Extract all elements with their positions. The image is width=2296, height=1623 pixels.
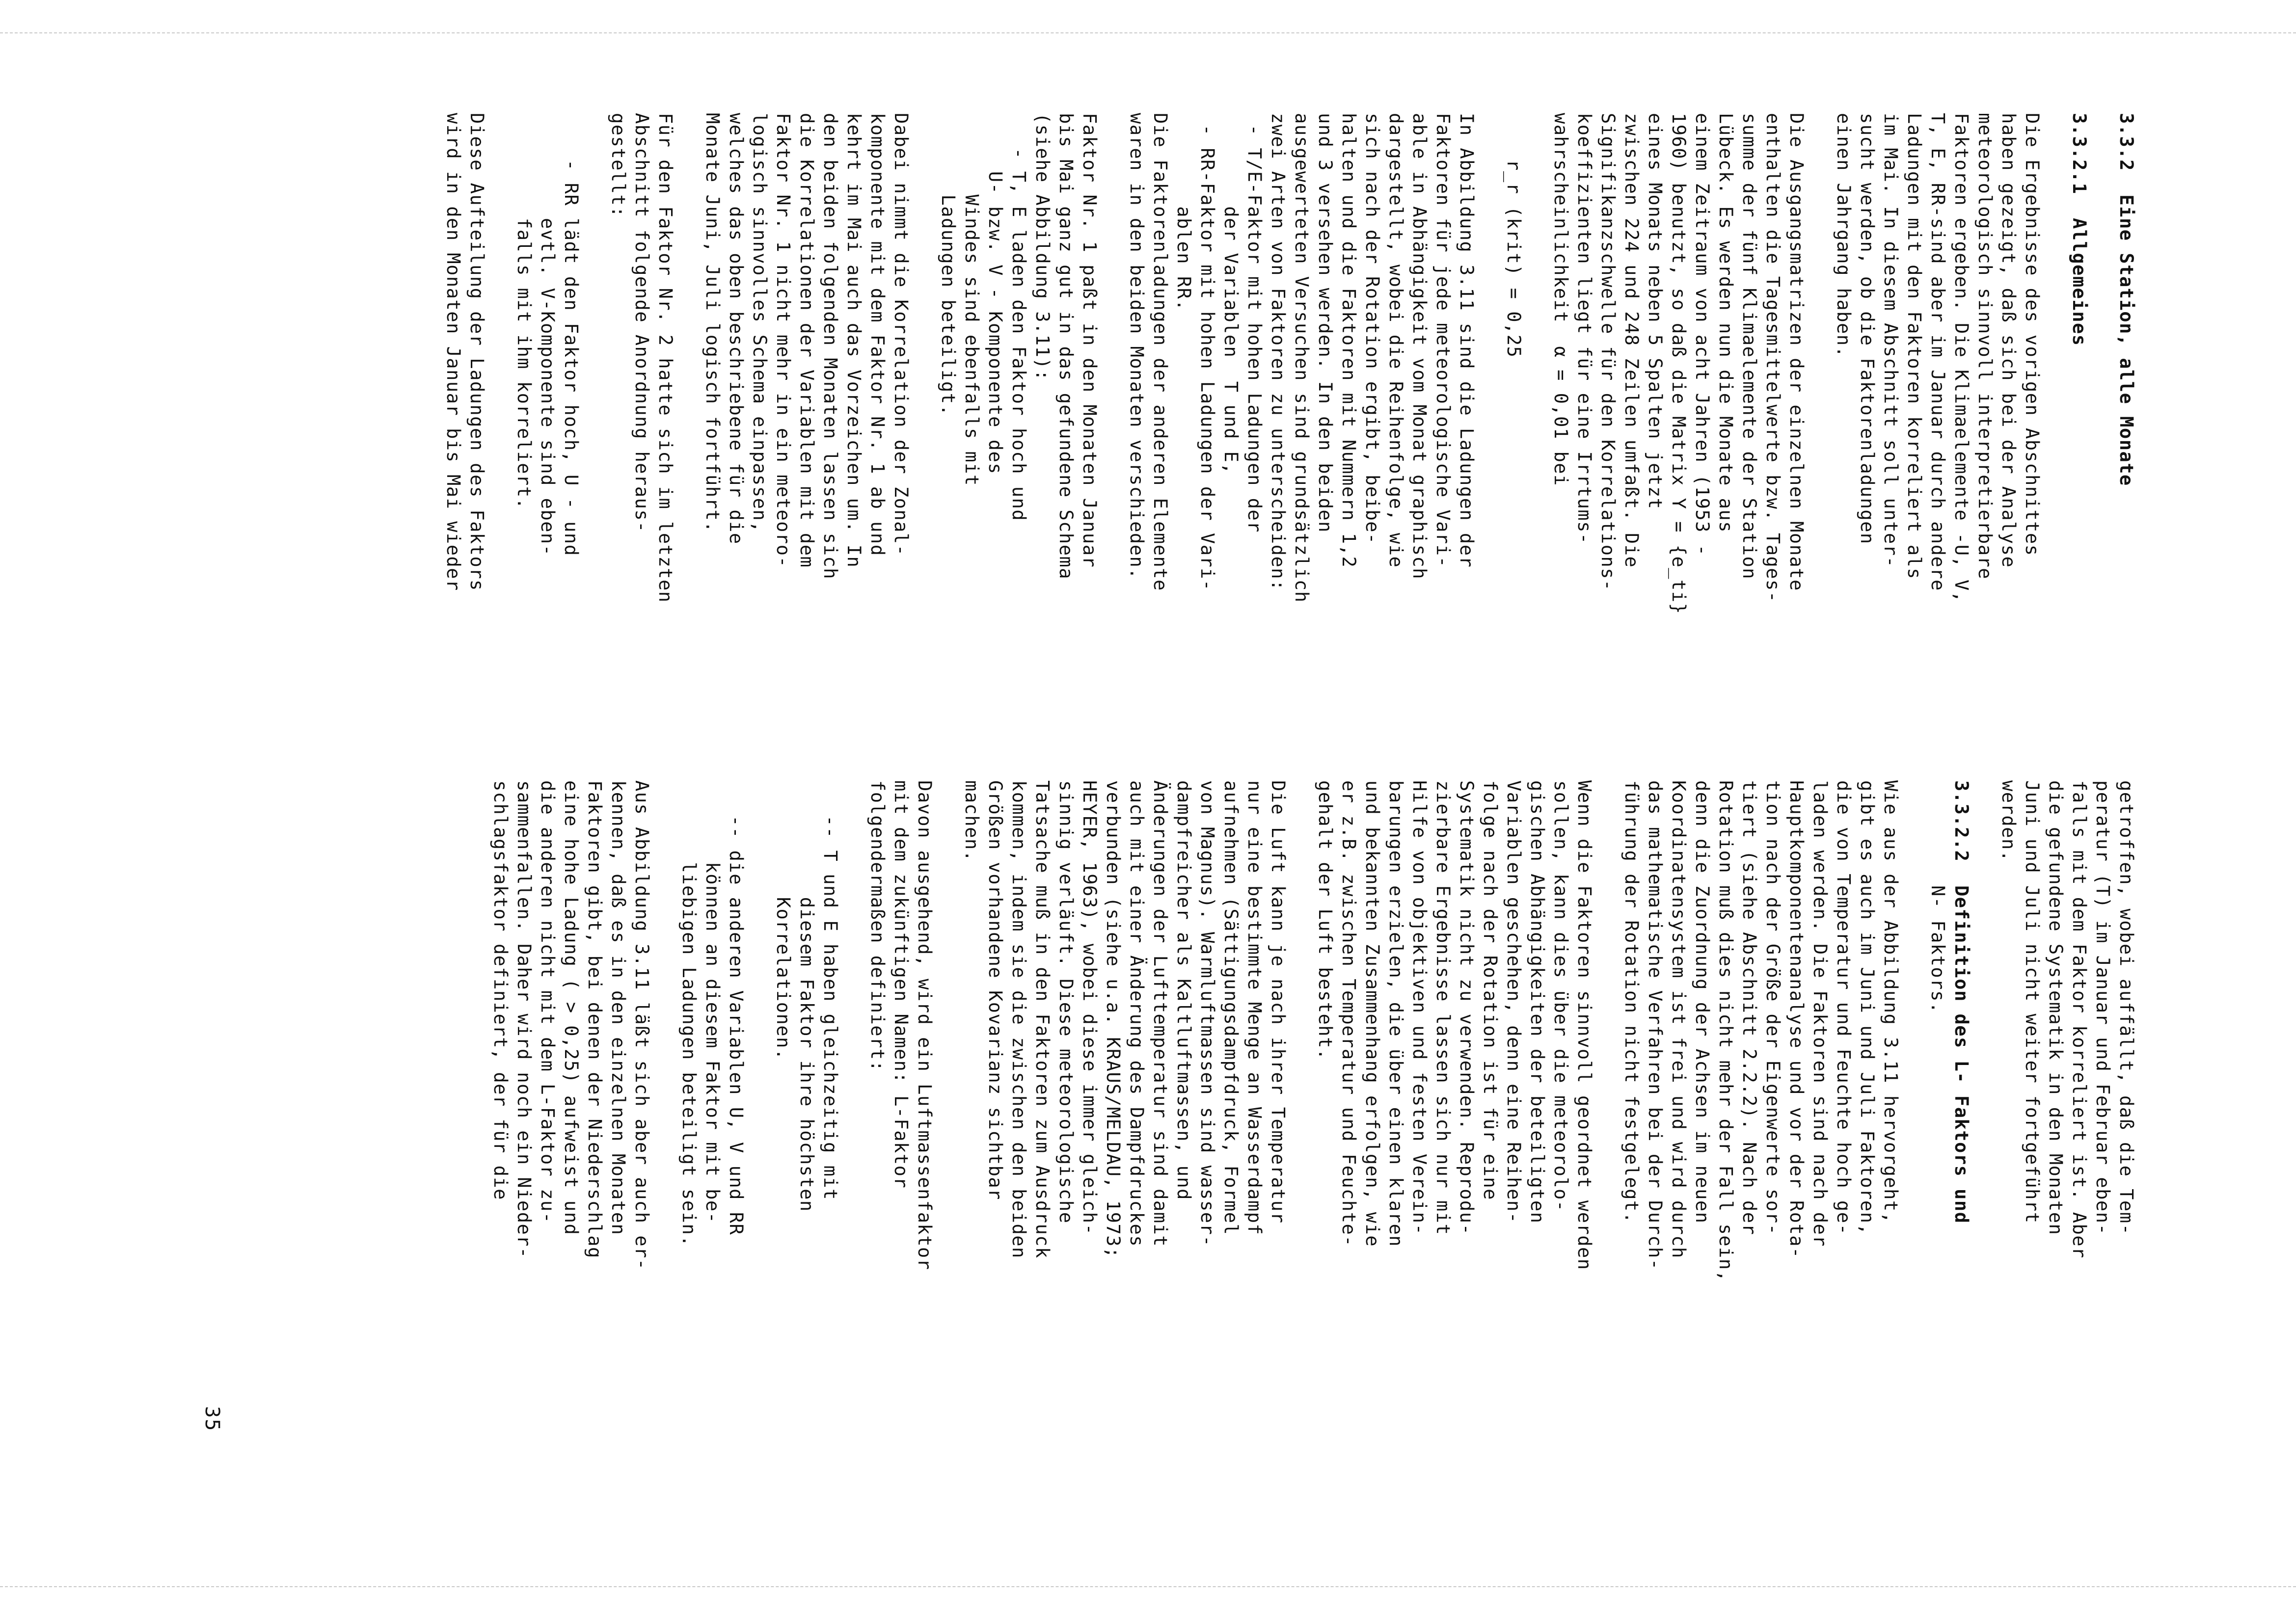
text-line: und bekannten Zusammenhang erfolgen, wie <box>1362 780 1383 1248</box>
text-line <box>583 113 606 614</box>
text-line: zwei Arten von Faktoren zu unterscheiden: <box>1268 113 1289 591</box>
text-line: N- Faktors. <box>1927 780 1948 1014</box>
text-line: - RR-Faktor mit hohen Ladungen der Vari- <box>1197 113 1218 591</box>
text-line: dampfreicher als Kaltluftmassen, und <box>1173 780 1194 1200</box>
text-line: liebigen Ladungen beteiligt sein. <box>678 780 700 1248</box>
text-line <box>677 113 701 614</box>
text-line: Windes sind ebenfalls mit <box>961 113 982 486</box>
text-line: wird in den Monaten Januar bis Mai wieder <box>443 113 464 591</box>
text-line: folgendermaßen definiert: <box>867 780 888 1072</box>
text-line: im Mai. In diesem Abschnitt soll unter- <box>1880 113 1901 568</box>
text-line <box>1596 780 1620 1282</box>
text-line: tiert (siehe Abschnitt 2.2.2). Nach der <box>1739 780 1760 1236</box>
text-line: peratur (T) im Januar und Februar eben- <box>2092 780 2113 1236</box>
text-line: schlagsfaktor definiert, der für die <box>490 780 511 1200</box>
text-line: komponente mit dem Faktor Nr. 1 ab und <box>867 113 888 557</box>
text-line: Größen vorhandene Kovarianz sichtbar <box>985 780 1006 1200</box>
text-line: und 3 versehen werden. In den beiden <box>1315 113 1336 533</box>
text-line: 3.3.2.2 Definition des L- Faktors und <box>1951 780 1972 1224</box>
text-line: machen. <box>961 780 982 862</box>
text-line: denn die Zuordnung der Achsen im neuen <box>1692 780 1713 1224</box>
text-line: Für den Faktor Nr. 2 hatte sich im letzten <box>655 113 676 603</box>
text-line: das mathematische Verfahren bei der Durch- <box>1645 780 1666 1271</box>
text-line: waren in den beiden Monaten verschieden. <box>1126 113 1147 580</box>
text-line: evtl. V-Komponente sind eben- <box>537 113 558 557</box>
text-line: able in Abhängigkeit vom Monat graphisch <box>1409 113 1430 580</box>
text-line: 3.3.2 Eine Station, alle Monate <box>2116 113 2137 486</box>
text-line: gehalt der Luft besteht. <box>1315 780 1336 1061</box>
text-line: die gefundene Systematik in den Monaten <box>2045 780 2066 1236</box>
text-line <box>913 113 936 614</box>
text-line: barungen erzielen, die über einen klaren <box>1385 780 1406 1248</box>
text-line: Faktoren für jede meteorologische Vari- <box>1432 113 1454 568</box>
text-line: Die Ergebnisse des vorigen Abschnittes <box>2022 113 2043 557</box>
text-line: kehrt im Mai auch das Vorzeichen um. In <box>843 113 864 568</box>
text-line <box>1101 113 1125 614</box>
text-line: von Magnus). Warmluftmassen sind wasser- <box>1197 780 1218 1248</box>
text-line: wahrscheinlichkeit α = 0,01 bei <box>1550 113 1571 486</box>
text-line: werden. <box>1998 780 2019 862</box>
text-line: tion nach der Größe der Eigenwerte sor- <box>1762 780 1783 1236</box>
text-line: zwischen 224 und 248 Zeilen umfaßt. Die <box>1621 113 1642 568</box>
scan-edge-top <box>0 32 2296 33</box>
text-line: Rotation muß dies nicht mehr der Fall sein, <box>1715 780 1736 1282</box>
text-line: falls mit dem Faktor korreliert ist. Aber <box>2069 780 2090 1259</box>
text-line: - T, E laden den Faktor hoch und <box>1008 113 1029 522</box>
text-line <box>1902 780 1926 1282</box>
text-line: Ladungen beteiligt. <box>938 113 959 417</box>
text-line <box>1973 780 1997 1282</box>
text-line <box>488 113 512 614</box>
page-number: 35 <box>201 1406 223 1432</box>
text-line: Tatsache muß in den Faktoren zum Ausdruck <box>1032 780 1053 1259</box>
text-line: eine hohe Ladung ( > 0,25) aufweist und <box>561 780 582 1236</box>
text-line: Lübeck. Es werden nun die Monate aus <box>1715 113 1736 533</box>
text-line: r_r (krit) = 0,25 <box>1503 113 1524 358</box>
text-line: Davon ausgehend, wird ein Luftmassenfaktor <box>914 780 935 1271</box>
text-line: zierbare Ergebnisse lassen sich nur mit <box>1432 780 1454 1236</box>
text-line: Änderungen der Lufttemperatur sind damit <box>1150 780 1171 1248</box>
text-line: koeffizienten liegt für eine Irrtums- <box>1574 113 1595 545</box>
text-line: dargestellt, wobei die Reihenfolge, wie <box>1385 113 1406 568</box>
text-line: einem Zeitraum von acht Jahren (1953 - <box>1692 113 1713 557</box>
text-line: - T/E-Faktor mit hohen Ladungen der <box>1244 113 1265 533</box>
text-line <box>936 780 960 1282</box>
text-line: Abschnitt folgende Anordnung heraus- <box>631 113 652 533</box>
text-line: die von Temperatur und Feuchte hoch ge- <box>1833 780 1854 1236</box>
text-line: eines Monats neben 5 Spalten jetzt <box>1645 113 1666 510</box>
text-line: In Abbildung 3.11 sind die Ladungen der <box>1456 113 1477 568</box>
text-line: Koordinatensystem ist frei und wird durch <box>1668 780 1689 1259</box>
text-line <box>1525 113 1549 614</box>
text-line: Faktor Nr. 1 paßt in den Monaten Januar <box>1079 113 1100 568</box>
text-line: mit dem zukünftigen Namen: L-Faktor <box>891 780 912 1189</box>
text-line: ablen RR. <box>1173 113 1194 312</box>
text-line: Systematik nicht zu verwenden. Reprodu- <box>1456 780 1477 1236</box>
text-line: gestellt: <box>608 113 629 218</box>
text-line: Monate Juni, Juli logisch fortführt. <box>702 113 723 533</box>
text-line: sollen, kann dies über die meteorolo- <box>1550 780 1571 1212</box>
text-line: halten und die Faktoren mit Nummern 1,2 <box>1338 113 1359 568</box>
text-line: kommen, indem sie die zwischen den beiden <box>1008 780 1029 1259</box>
text-line: U- bzw. V - Komponente des <box>985 113 1006 475</box>
text-line: Faktoren ergeben. Die Klimaelemente -U, V, <box>1951 113 1972 603</box>
text-line: sinnig verläuft. Diese meteorologische <box>1055 780 1077 1224</box>
text-line: können an diesem Faktor mit be- <box>702 780 723 1224</box>
text-line <box>1290 780 1313 1282</box>
text-line: meteorologisch sinnvoll interpretierbare <box>1974 113 1996 580</box>
text-line: sich nach der Rotation ergibt, beibe- <box>1362 113 1383 545</box>
text-line: HEYER, 1963), wobei diese immer gleich- <box>1079 780 1100 1236</box>
right-text-column <box>488 780 2138 1282</box>
text-line <box>748 780 771 1282</box>
text-line: den beiden folgenden Monaten lassen sich <box>820 113 841 580</box>
text-line: bis Mai ganz gut in das gefundene Schema <box>1055 113 1077 580</box>
text-line: Wenn die Faktoren sinnvoll geordnet werden <box>1574 780 1595 1271</box>
text-line: folge nach der Rotation ist für eine <box>1480 780 1501 1200</box>
text-line: Faktor Nr. 1 nicht mehr in ein meteoro- <box>773 113 794 568</box>
text-line: einen Jahrgang haben. <box>1833 113 1854 358</box>
text-line: summe der fünf Klimaelemente der Station <box>1739 113 1760 580</box>
text-line: Die Luft kann je nach ihrer Temperatur <box>1268 780 1289 1224</box>
text-line: die anderen nicht mit dem L-Faktor zu- <box>537 780 558 1224</box>
text-line: (siehe Abbildung 3.11): <box>1032 113 1053 381</box>
left-text-column <box>441 113 2138 614</box>
text-line: Dabei nimmt die Korrelation der Zonal- <box>891 113 912 557</box>
text-line: verbunden (siehe u.a. KRAUS/MELDAU, 1973; <box>1103 780 1124 1259</box>
text-line: gischen Abhängigkeiten der beteiligten <box>1527 780 1548 1224</box>
text-line: Signifikanzschwelle für den Korrelations- <box>1597 113 1619 591</box>
text-line: Hauptkomponentenanalyse und vor der Rota- <box>1786 780 1807 1259</box>
text-line: führung der Rotation nicht festgelegt. <box>1621 780 1642 1224</box>
text-line: auch mit einer Änderung des Dampfdruckes <box>1126 780 1147 1248</box>
text-line: Diese Aufteilung der Ladungen des Faktors <box>466 113 487 591</box>
text-line: -- T und E haben gleichzeitig mit <box>820 780 841 1200</box>
scan-edge-bottom <box>0 1586 2296 1587</box>
text-line: Variablen geschehen, denn eine Reihen- <box>1503 780 1524 1224</box>
text-line: Aus Abbildung 3.11 läßt sich aber auch er- <box>631 780 652 1271</box>
text-line <box>842 780 865 1282</box>
text-line: Korrelationen. <box>773 780 794 1061</box>
text-line: der Variablen T und E, <box>1220 113 1242 475</box>
text-line: Ladungen mit den Faktoren korreliert als <box>1904 113 1925 580</box>
text-line: haben gezeigt, daß sich bei der Analyse <box>1998 113 2019 568</box>
text-line: logisch sinnvolles Schema einpassen, <box>749 113 770 533</box>
text-line <box>2044 113 2067 614</box>
text-line: gibt es auch im Juni und Juli Faktoren, <box>1857 780 1878 1236</box>
text-line: 1960) benutzt, so daß die Matrix Y = {e_ti} <box>1668 113 1689 615</box>
text-line: - RR lädt den Faktor hoch, U - und <box>561 113 582 557</box>
text-line: die Korrelationen der Variablen mit dem <box>796 113 817 568</box>
text-line: sucht werden, ob die Faktorenladungen <box>1857 113 1878 545</box>
text-line: aufnehmen (Sättigungsdampfdruck, Formel <box>1220 780 1242 1236</box>
text-line: Hilfe von objektiven und festen Verein- <box>1409 780 1430 1236</box>
text-line: -- die anderen Variablen U, V und RR <box>726 780 747 1236</box>
text-line: ausgewerteten Versuchen sind grundsätzlich <box>1291 113 1312 603</box>
text-line <box>1808 113 1832 614</box>
text-line: diesem Faktor ihre höchsten <box>796 780 817 1212</box>
text-line: laden werden. Die Faktoren sind nach der <box>1810 780 1831 1248</box>
text-line <box>1478 113 1502 614</box>
text-line: getroffen, wobei auffällt, daß die Tem- <box>2116 780 2137 1236</box>
text-line: kennen, daß es in den einzelnen Monaten <box>608 780 629 1236</box>
text-line <box>2091 113 2114 614</box>
text-line: sammenfallen. Daher wird noch ein Nieder- <box>513 780 535 1259</box>
text-line: Die Faktorenladungen der anderen Elemente <box>1150 113 1171 591</box>
text-line: Wie aus der Abbildung 3.11 hervorgeht, <box>1880 780 1901 1224</box>
text-line: falls mit ihm korreliert. <box>513 113 535 510</box>
text-line: welches das oben beschriebene für die <box>726 113 747 545</box>
text-line: nur eine bestimmte Menge an Wasserdampf <box>1244 780 1265 1236</box>
text-line: enthalten die Tagesmittelwerte bzw. Tages- <box>1762 113 1783 603</box>
text-line: er z.B. zwischen Temperatur und Feuchte- <box>1338 780 1359 1248</box>
text-line: Faktoren gibt, bei denen der Niederschlag <box>584 780 605 1259</box>
text-line: Die Ausgangsmatrizen der einzelnen Monate <box>1786 113 1807 591</box>
text-line: 3.3.2.1 Allgemeines <box>2069 113 2090 346</box>
text-line <box>653 780 677 1282</box>
text-line: Juni und Juli nicht weiter fortgeführt <box>2022 780 2043 1224</box>
text-line: T, E, RR-sind aber im Januar durch andere <box>1927 113 1948 591</box>
